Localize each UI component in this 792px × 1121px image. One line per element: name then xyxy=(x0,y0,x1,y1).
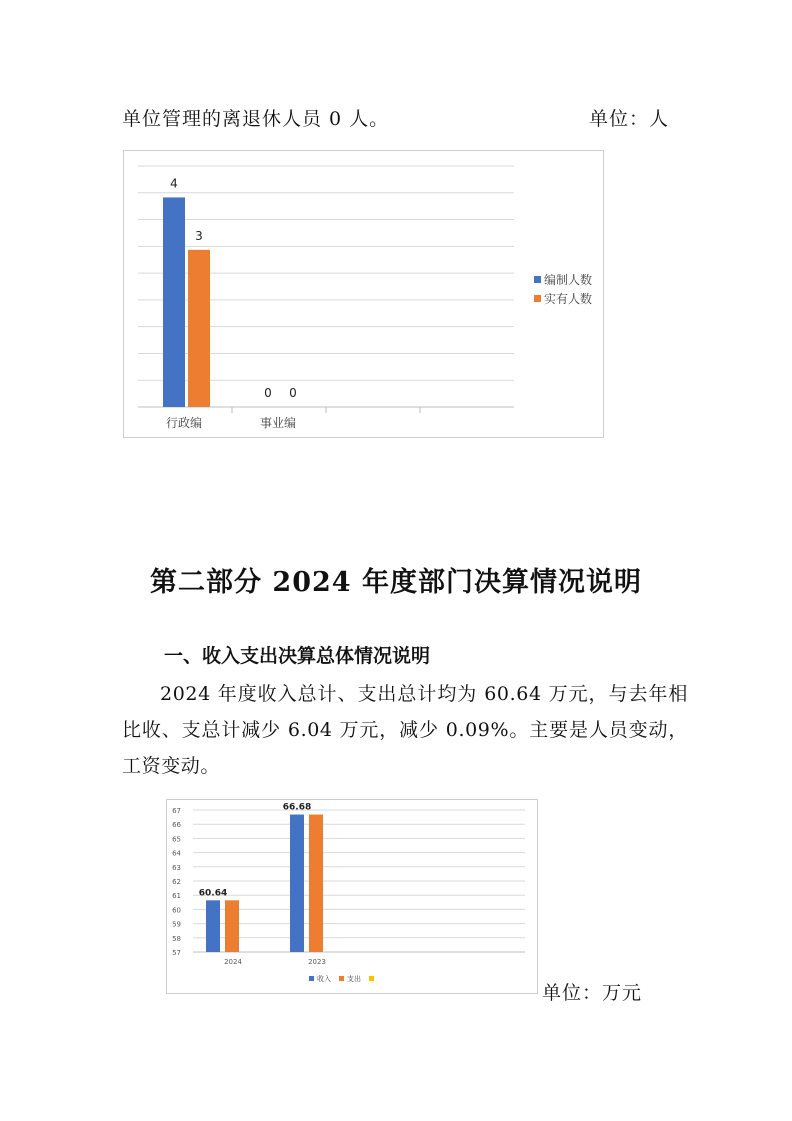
section-title: 第二部分 2024 年度部门决算情况说明 xyxy=(150,567,642,598)
y-tick-label: 58 xyxy=(172,934,181,943)
income-expense-bar-chart xyxy=(166,799,538,994)
income-chart-svg xyxy=(167,800,537,993)
bar xyxy=(309,815,323,952)
bar xyxy=(163,197,185,407)
y-tick-label: 59 xyxy=(172,920,181,929)
data-label: 3 xyxy=(195,228,203,243)
y-tick-label: 67 xyxy=(172,807,181,815)
data-label: 0 xyxy=(289,386,297,400)
staff-bar-chart xyxy=(123,150,604,438)
x-tick-label: 2023 xyxy=(308,958,326,966)
data-label: 0 xyxy=(264,386,272,400)
y-tick-label: 65 xyxy=(172,835,181,844)
x-tick-label: 事业编 xyxy=(259,416,297,430)
legend-swatch xyxy=(369,976,374,981)
legend-label: 支出 xyxy=(347,975,361,983)
y-tick-label: 63 xyxy=(172,863,181,872)
legend-swatch xyxy=(534,295,541,302)
y-tick-label: 60 xyxy=(172,906,181,915)
y-tick-label: 61 xyxy=(172,892,181,901)
x-tick-label: 行政编 xyxy=(165,416,203,430)
y-tick-label: 57 xyxy=(172,949,181,957)
legend-label: 编制人数 xyxy=(544,273,593,287)
intro-text: 单位管理的离退休人员 0 人。 xyxy=(122,108,390,130)
summary-paragraph: 2024 年度收入总计、支出总计均为 60.64 万元，与去年相比收、支总计减少 6.04 万元，减少 0.09%。主要是人员变动，工资变动。 xyxy=(122,683,688,777)
legend-swatch xyxy=(309,976,314,981)
legend-label: 实有人数 xyxy=(544,292,593,306)
bar xyxy=(206,900,220,952)
y-tick-label: 66 xyxy=(172,821,181,830)
legend-label: 收入 xyxy=(317,975,331,983)
subsection-title: 一、收入支出决算总体情况说明 xyxy=(164,645,431,667)
x-tick-label: 2024 xyxy=(224,958,242,966)
y-tick-label: 64 xyxy=(172,849,181,858)
staff-chart-svg xyxy=(124,151,603,437)
unit-people-label: 单位：人 xyxy=(589,108,670,130)
legend-swatch xyxy=(339,976,344,981)
bar xyxy=(225,900,239,952)
bar xyxy=(290,815,304,952)
bar xyxy=(188,250,210,407)
legend-swatch xyxy=(534,276,541,283)
data-label: 4 xyxy=(170,176,178,191)
data-label: 66.68 xyxy=(282,802,312,813)
unit-money-label: 单位：万元 xyxy=(542,982,643,1004)
data-label: 60.64 xyxy=(198,888,228,899)
y-tick-label: 62 xyxy=(172,878,181,886)
